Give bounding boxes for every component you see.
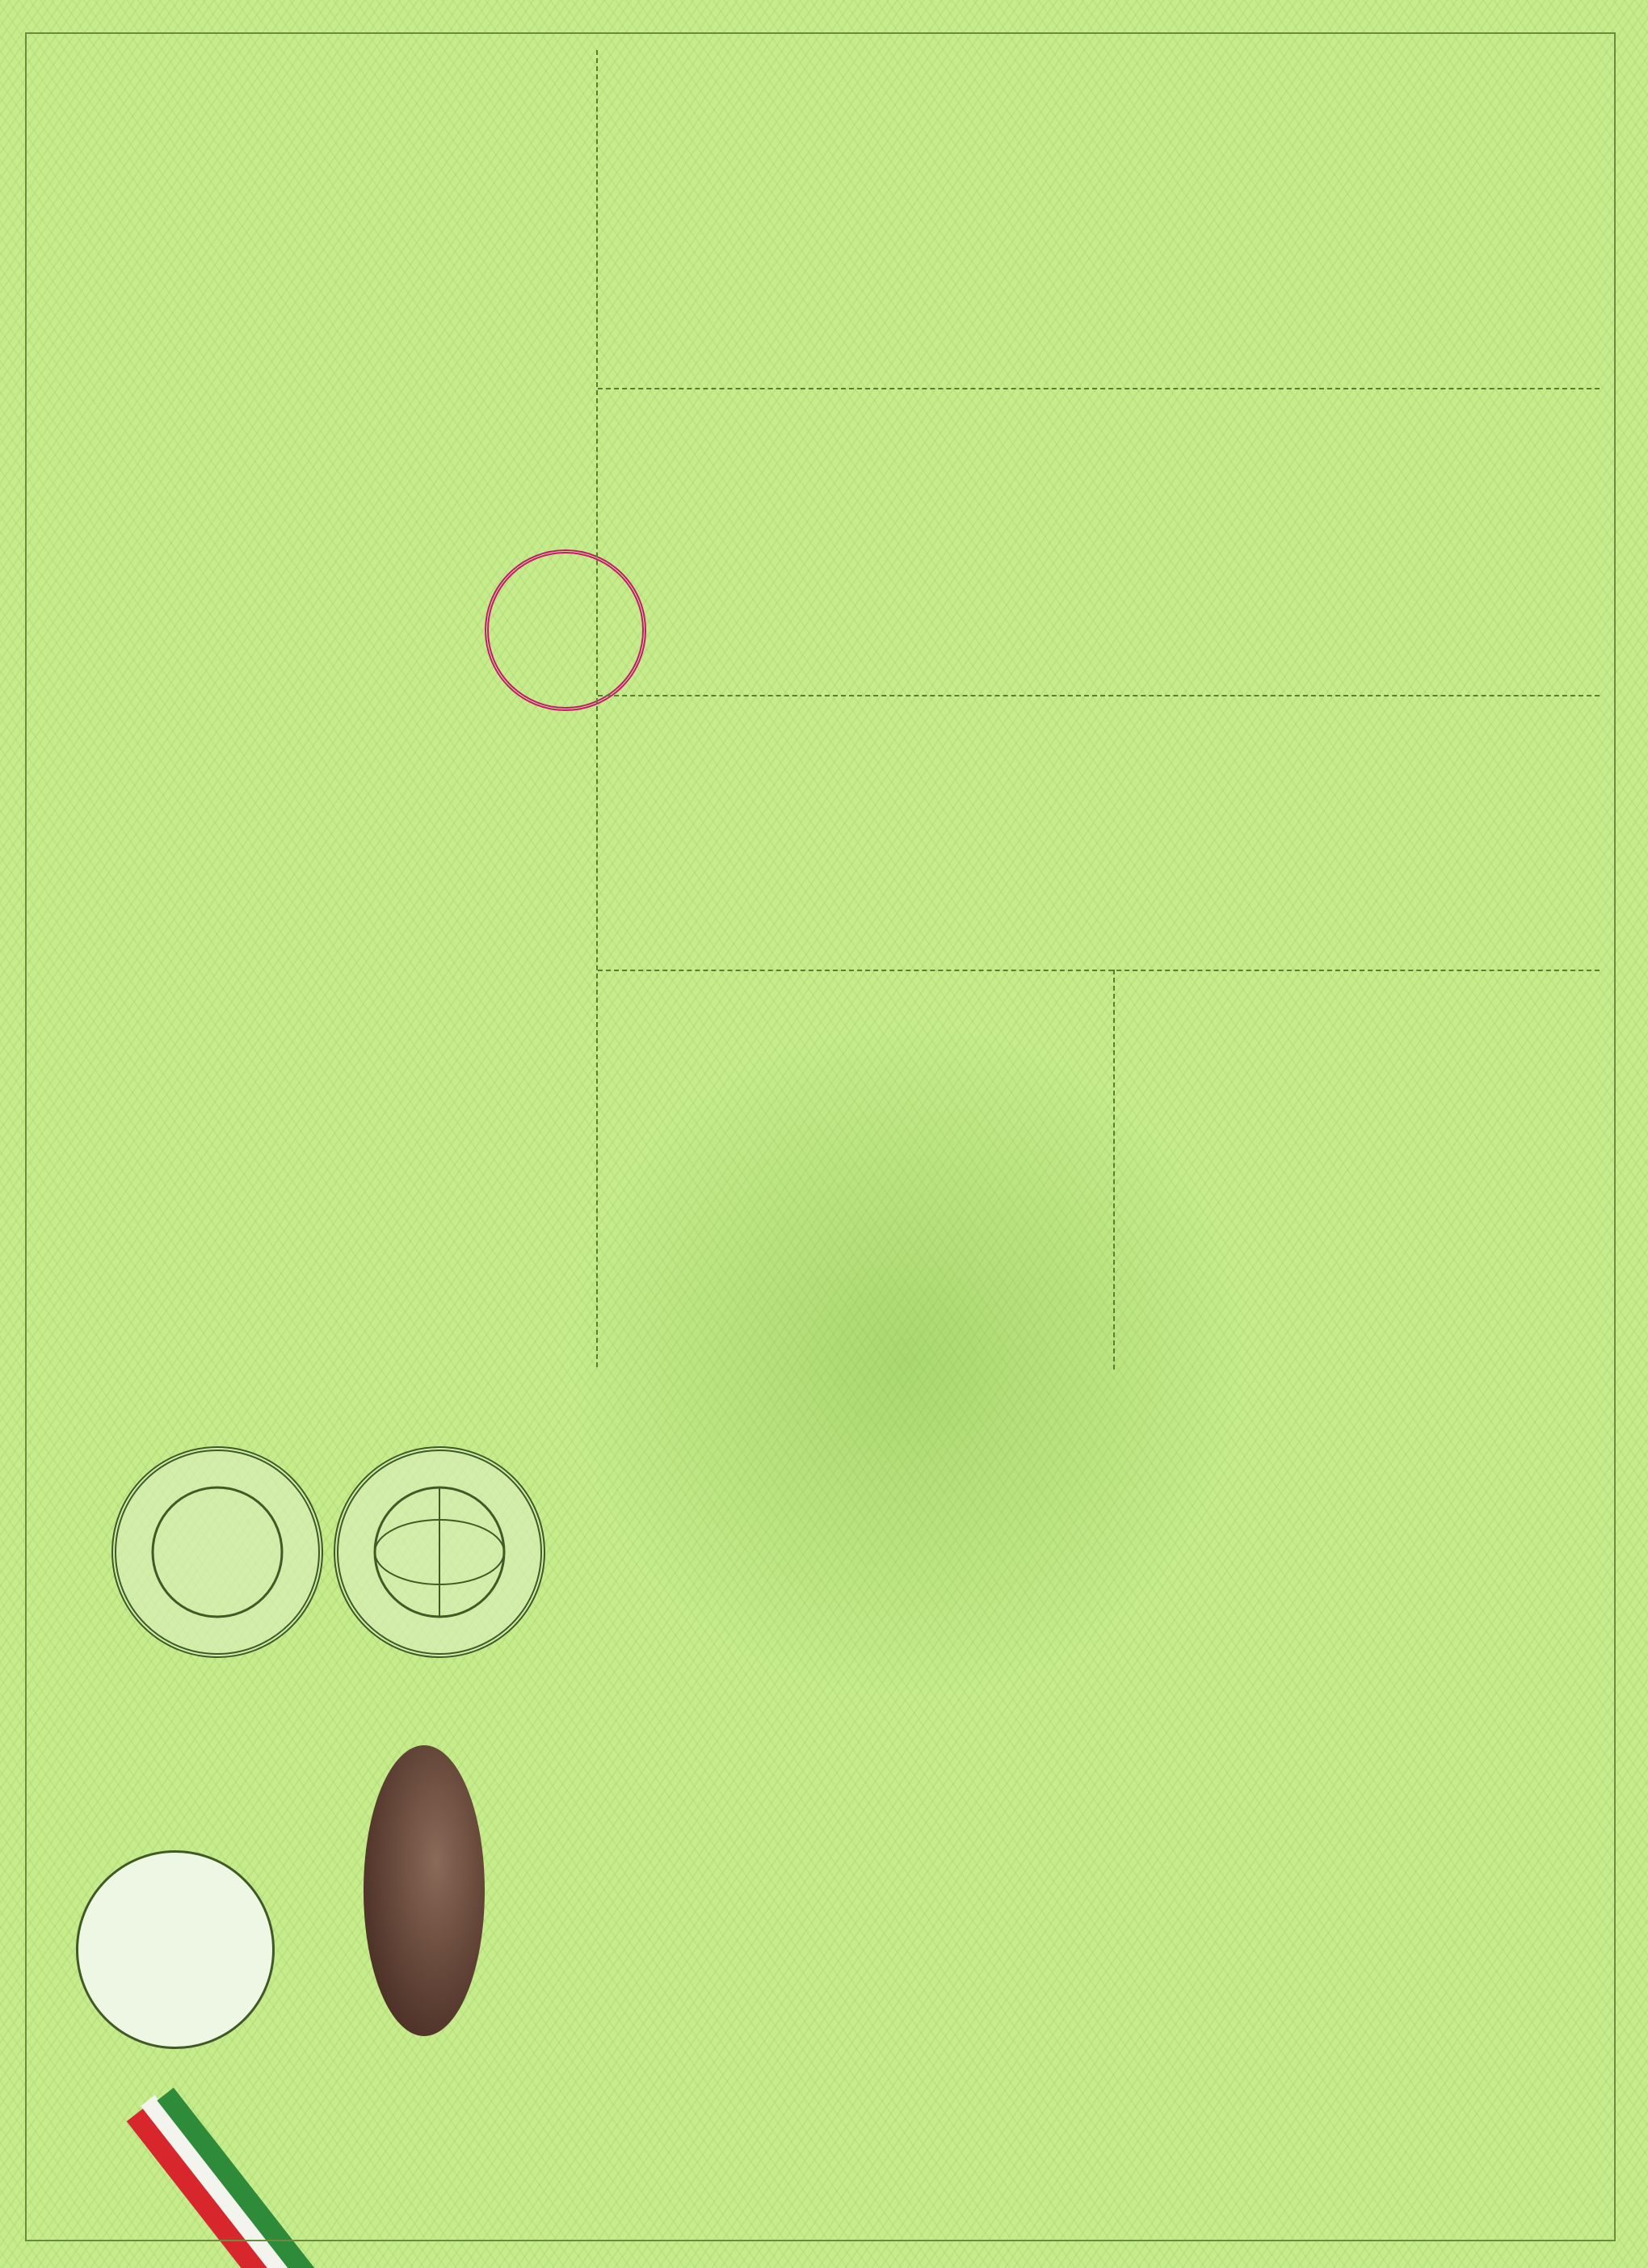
table-top-rule bbox=[596, 50, 598, 1367]
club-seal bbox=[76, 1850, 275, 2049]
fci-seal bbox=[334, 1446, 545, 1658]
issuer-stamp bbox=[485, 549, 646, 711]
col-divider-3 bbox=[598, 388, 1600, 389]
sire-cell bbox=[646, 978, 1099, 1365]
col-divider-2 bbox=[598, 695, 1600, 696]
premium-label bbox=[472, 1745, 485, 2036]
fci-globe-icon bbox=[338, 1451, 540, 1653]
meoe-seal bbox=[111, 1446, 323, 1658]
stamp-letters bbox=[602, 553, 642, 707]
col-divider-1 bbox=[598, 970, 1600, 971]
premium-pedigree-badge bbox=[364, 1745, 485, 2036]
parents-split bbox=[1113, 970, 1115, 1370]
dam-cell bbox=[1123, 978, 1591, 1365]
meoe-seal-icon bbox=[116, 1451, 318, 1653]
